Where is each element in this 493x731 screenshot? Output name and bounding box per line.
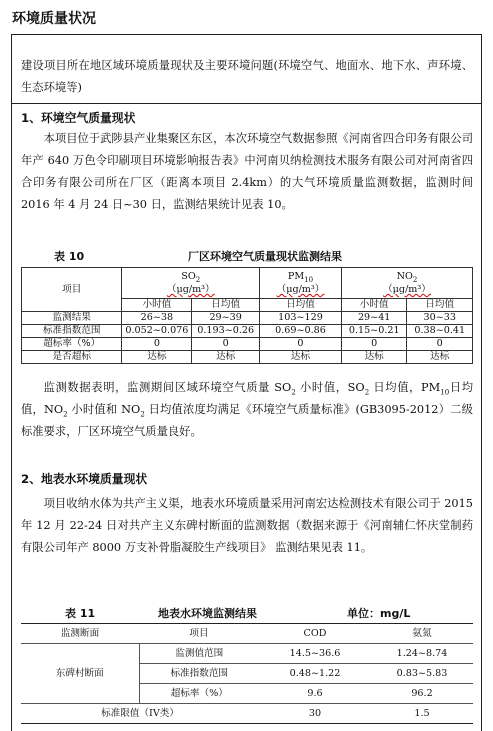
table-row: 标准指数范围 0.48~1.22 0.83~5.83 <box>21 664 473 684</box>
table11-label: 表 11 <box>65 607 96 620</box>
air-quality-table <box>21 267 473 364</box>
section-heading-air: 1、环境空气质量现状 <box>21 111 136 125</box>
table-row: 超标率（%） 0 0 0 0 0 <box>22 338 473 351</box>
table-row: 超标率（%） 9.6 96.2 <box>21 684 473 704</box>
air-paragraph: 本项目位于武陟县产业集聚区东区，本次环境空气数据参照《河南省四合印务有限公司年产 640 万色令印刷项目环境影响报告表》中河南贝纳检测技术服务有限公司对河南省四合印务有限公司所在厂区（距离本项目 2.4km）的大气环境质量监测数据，监测时间 2016 年 4 月 24 日~30 日，监测结果统计见表 10。 <box>21 132 473 211</box>
content-frame <box>11 34 482 731</box>
col-section: 监测断面 <box>21 624 139 644</box>
sub-daily: 日均值 <box>192 299 260 312</box>
sub-daily: 日均值 <box>407 299 473 312</box>
col-cod: COD <box>259 624 371 644</box>
table-row: 东碑村断面 监测值范围 14.5~36.6 1.24~8.74 <box>21 644 473 664</box>
surface-water-table <box>21 623 473 724</box>
section-name: 东碑村断面 <box>21 644 139 704</box>
col-nh3: 氨氮 <box>371 624 473 644</box>
sub-daily: 日均值 <box>260 299 342 312</box>
table-row: 标准限值（IV类） 30 1.5 <box>21 704 473 724</box>
section-heading-water: 2、地表水环境质量现状 <box>21 472 148 486</box>
table10-title: 厂区环境空气质量现状监测结果 <box>188 250 342 263</box>
table-row: 标准指数范围 0.052~0.076 0.193~0.26 0.69~0.86 0.15~0.21 0.38~0.41 <box>22 325 473 338</box>
table10-label: 表 10 <box>54 250 85 263</box>
col-pm10: $PM_{10}$ （μg/m³） <box>260 268 342 299</box>
col-so2: $SO_2$ （μg/m³） <box>122 268 260 299</box>
col-no2: $NO_2$ （μg/m³） <box>341 268 472 299</box>
frame-divider <box>12 103 481 104</box>
col-item: 项目 <box>139 624 259 644</box>
sub-hourly: 小时值 <box>122 299 192 312</box>
col-item: 项目 <box>22 268 122 312</box>
table11-unit: 单位：mg/L <box>347 607 411 620</box>
water-paragraph: 项目收纳水体为共产主义渠，地表水环境质量采用河南宏达检测技术有限公司于 2015 年 12 月 22-24 日对共产主义东碑村断面的监测数据（数据来源于《河南辅仁怀庆堂制药有限公司年产 8000 万支补骨脂凝胶生产线项目》 监测结果见表 11。 <box>21 497 473 554</box>
intro-text: 建设项目所在地区域环境质量现状及主要环境问题(环境空气、地面水、地下水、声环境、生态环境等) <box>21 59 473 94</box>
table11-title: 地表水环境监测结果 <box>158 607 257 620</box>
table-row: 监测结果 26~38 29~39 103~129 29~41 30~33 <box>22 312 473 325</box>
sub-hourly: 小时值 <box>341 299 407 312</box>
table-row: 是否超标 达标 达标 达标 达标 达标 <box>22 351 473 364</box>
page-title: 环境质量状况 <box>12 11 96 27</box>
air-conclusion: 监测数据表明，监测期间区域环境空气质量 $SO_2$ 小时值，$SO_2$ 日均值，$PM_{10}$日均值，$NO_2$ 小时值和 $NO_2$ 日均值浓度均满足《环境空气质量标准》(GB3095-2012）二级标准要求，厂区环境空气质量良好。 <box>21 381 473 438</box>
